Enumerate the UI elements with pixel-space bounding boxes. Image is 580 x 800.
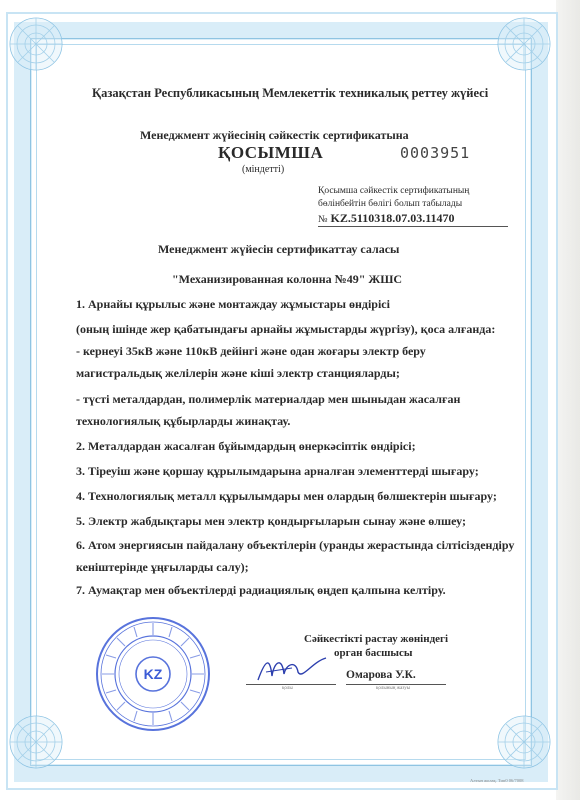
scope-line: 1. Арнайы құрылыс және монтаждау жұмыстары өндірісі [76,297,390,311]
reference-underline [318,226,508,227]
scope-line: 5. Электр жабдықтары мен электр қондырғыларын сынау және өлшеу; [76,514,467,528]
certificate-number: KZ.5110318.07.03.11470 [330,211,455,225]
corner-rosette-top-left [6,14,66,74]
annex-title: ҚОСЫМША [218,143,324,162]
signatory-name: Омарова У.К. [346,669,416,681]
certification-area-title: Менеджмент жүйесін сертификаттау саласы [158,242,400,256]
official-seal-stamp [94,615,212,733]
scope-line: 3. Тіреуіш және қоршау құрылымдарына арналған элементтерді шығару; [76,464,479,478]
annex-subtitle: (міндетті) [242,164,285,175]
handwritten-signature [252,650,332,686]
corner-rosette-bottom-left [6,712,66,772]
number-sign: № [318,214,328,225]
scope-line: магистральдық желілерін және кіші электр станцияларды; [76,366,400,380]
reference-line-1: Қосымша сәйкестік сертификатының [318,186,470,196]
serial-number: 0003951 [400,144,471,162]
signatory-title-line-2: орган басшысы [334,647,413,659]
scope-line: - кернеуі 35кВ және 110кВ дейінгі және одан жоғары электр беру [76,344,426,358]
corner-rosette-bottom-right [494,712,554,772]
signatory-title-line-1: Сәйкестікті растау жөніндегі [304,633,449,645]
reference-line-2: бөлінбейтін бөлігі болып табылады [318,199,463,209]
scope-line: технологиялық құбырларды жинақтау. [76,414,291,428]
scope-line: кеніштерінде ұңғыларды салу); [76,560,249,574]
paper-edge [556,0,580,800]
certificate-type: Менеджмент жүйесінің сәйкестік сертификатына [140,128,409,142]
scope-line: 7. Аумақтар мен объектілерді радиациялық өңдеп қалпына келтіру. [76,583,446,597]
name-caption: қолының жазуы [376,686,411,691]
signature-line [246,684,336,685]
seal-emblem: KZ [143,666,163,682]
scope-line: 4. Технологиялық металл құрылымдары мен олардың бөлшектерін шығару; [76,489,497,503]
system-header: Қазақстан Республикасының Мемлекеттік техникалық реттеу жүйесі [92,86,489,100]
corner-rosette-top-right [494,14,554,74]
print-footnote: Алтын жолақ. Тип0 06/7008 [470,778,524,783]
scope-line: 2. Металдардан жасалған бұйымдардың өнеркәсіптік өндірісі; [76,439,416,453]
scope-line: 6. Атом энергиясын пайдалану объектілерін (уранды жерастында сілтісіздендіру [76,538,515,552]
scope-line: - түсті металдардан, полимерлік материалдар мен шыныдан жасалған [76,392,461,406]
company-name: "Механизированная колонна №49" ЖШС [172,272,403,286]
name-line [346,684,446,685]
signature-caption: қолы [282,686,293,691]
reference-number [318,211,455,226]
scope-line: (оның ішінде жер қабатындағы арнайы жұмыстарды жүргізу), қоса алғанда: [76,322,496,336]
